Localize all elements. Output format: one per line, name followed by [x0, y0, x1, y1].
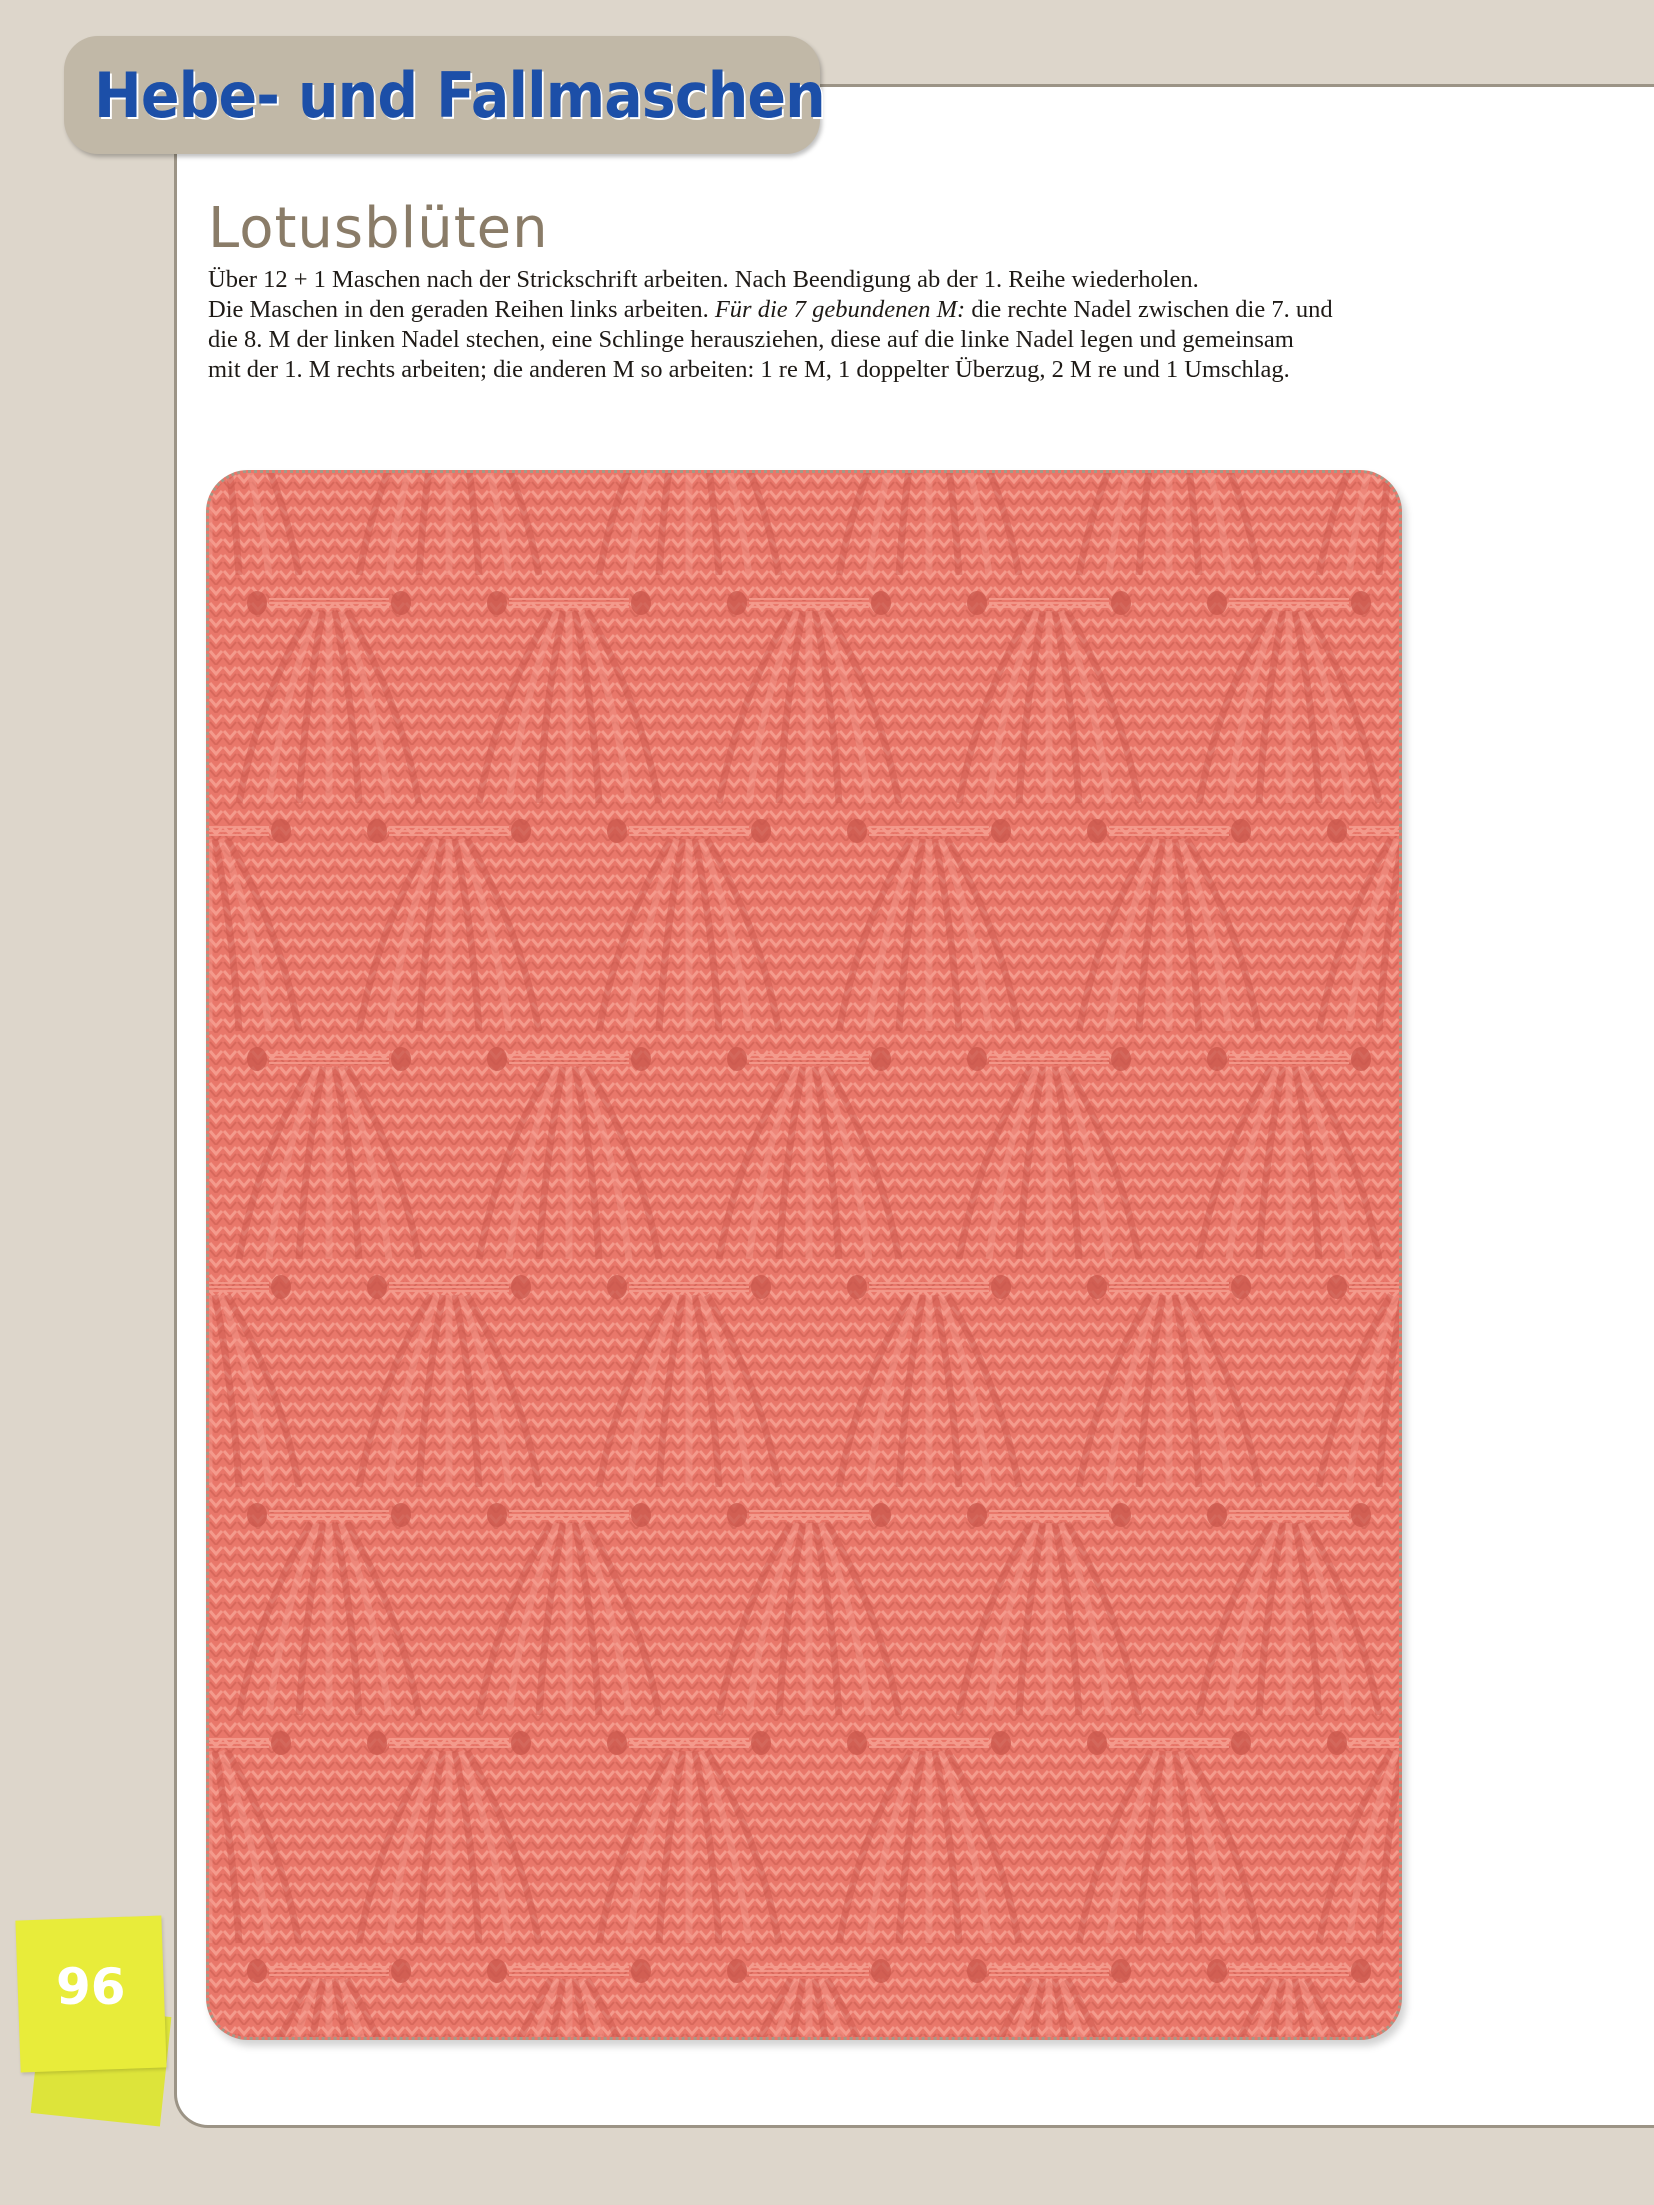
instruction-emphasis: Für die 7 gebundenen M:	[714, 296, 966, 323]
knitted-swatch-photo	[206, 470, 1402, 2040]
knit-texture	[209, 473, 1402, 2040]
instruction-text: die rechte Nadel zwischen die 7. und	[965, 296, 1333, 323]
instruction-line	[208, 295, 1508, 325]
pattern-instructions	[208, 265, 1508, 385]
section-title: Hebe- und Fallmaschen	[94, 58, 825, 132]
instruction-line: Über 12 + 1 Maschen nach der Strickschrift arbeiten. Nach Beendigung ab der 1. Reihe wiederholen.	[208, 266, 1199, 293]
instruction-line: mit der 1. M rechts arbeiten; die anderen M so arbeiten: 1 re M, 1 doppelter Überzug, 2 M re und 1 Umschlag.	[208, 356, 1290, 383]
section-header-tab	[64, 36, 825, 154]
pattern-title: Lotusblüten	[208, 196, 549, 261]
instruction-line: die 8. M der linken Nadel stechen, eine Schlinge herausziehen, diese auf die linke Nadel legen und gemeinsam	[208, 326, 1294, 353]
page-number: 96	[56, 1958, 126, 2016]
instruction-text: Die Maschen in den geraden Reihen links arbeiten.	[208, 296, 715, 323]
